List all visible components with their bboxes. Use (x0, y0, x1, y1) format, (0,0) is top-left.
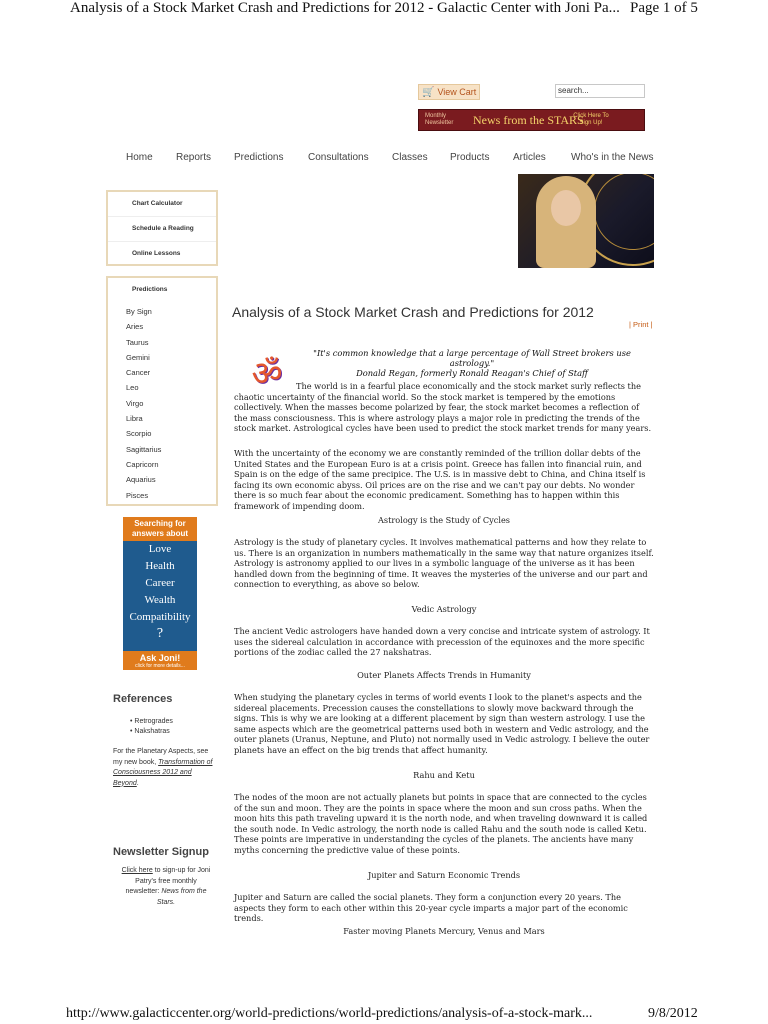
predictions-item[interactable]: Taurus (126, 337, 149, 347)
nav-predictions[interactable]: Predictions (234, 152, 284, 163)
predictions-item[interactable]: Libra (126, 414, 143, 424)
reference-retrogrades[interactable]: • Retrogrades (130, 717, 173, 727)
predictions-item[interactable]: Sagittarius (126, 444, 162, 454)
quote-text: "It's common knowledge that a large percentage of Wall Street brokers use astrology." (313, 348, 631, 368)
newsletter-heading: Newsletter Signup (113, 846, 209, 858)
pdf-footer-url: http://www.galacticcenter.org/world-predictions/world-predictions/analysis-of-a-stock-mark... (66, 1006, 593, 1021)
book-title-link[interactable]: Transformation of Consciousness 2012 and Beyond (113, 758, 213, 787)
view-cart-label: View Cart (437, 87, 477, 97)
ad-word: Love (148, 543, 172, 555)
paragraph: With the uncertainty of the economy we are constantly reminded of the trillion dollar debts of the United States and the European Euro is at a crisis point. Greece has fallen into financial ruin, and Spain is on the edge of the same precipice. The U.S. is in massive debt to China, and China itself is facing its own economic abyss. Oil prices are on the rise and we can't pay our debts. No wonder there is so much fear about the economic predicament. Something has to happen within this framework of impending doom. (234, 448, 646, 511)
ad-word: Compatibility (129, 611, 191, 623)
predictions-item[interactable]: By Sign (126, 307, 152, 316)
newsletter-name: News from the Stars. (156, 888, 207, 906)
nav-classes[interactable]: Classes (392, 152, 428, 163)
section-heading: Rahu and Ketu (413, 770, 475, 780)
paragraph: When studying the planetary cycles in terms of world events I look to the planet's aspects and the sidereal placements. Precession causes the constellations to slowly move backward through the signs. This is why we are looking at a different placement by sign than western astrology. I use the same aspects which are the geometrical patterns used both in western and Vedic astrology, and the outer planets (Uranus, Neptune, and Pluto) not normally used in Vedic astrology. I believe the outer planets have an effect on the big trends that affect humanity. (234, 692, 650, 755)
nav-reports[interactable]: Reports (176, 152, 212, 163)
predictions-item[interactable]: Capricorn (126, 459, 159, 469)
ad-word: Health (145, 560, 175, 572)
pdf-header (0, 0, 768, 22)
cart-icon: 🛒 (422, 86, 435, 98)
predictions-heading: Predictions (132, 286, 168, 293)
paragraph: Astrology is the study of planetary cycles. It involves mathematical patterns and how they relate to us. There is an organization in numbers mathematically in the same way that nature organizes itself. Astrology is astronomy applied to our lives in a symbolic language of the universe as it has been handled down from the beginning of time. It weaves the mysteries of the universe and our part and connection to everything, as above so below. (234, 537, 654, 590)
predictions-item[interactable]: Leo (126, 383, 139, 393)
nav-whos-in-the-news[interactable]: Who's in the News (571, 152, 654, 163)
ad-question-mark: ? (156, 626, 164, 641)
article-quote (290, 348, 654, 378)
nav-home[interactable]: Home (126, 152, 153, 163)
ad-word: Wealth (144, 594, 176, 606)
newsletter-text (118, 866, 214, 908)
banner-mid-text: News from the STARS (473, 113, 584, 127)
nav-articles[interactable]: Articles (513, 152, 546, 163)
paragraph: The world is in a fearful place economically and the stock market surly reflects the chaotic uncertainty of the financial world. So the stock market is tempered by the emotions collectively. When the masses become polarized by fear, the stock market becomes a reflection of the mass consciousness. This is where astrology plays a major role in predicting the trends of the stock market. Astrological cycles have been used to predict the stock market trends for many years. (234, 381, 652, 434)
print-link[interactable]: | Print | (629, 320, 653, 329)
section-heading: Vedic Astrology (411, 604, 477, 614)
newsletter-banner[interactable] (418, 109, 645, 131)
predictions-box (106, 276, 218, 506)
predictions-item[interactable]: Aquarius (126, 475, 156, 485)
quote-author: Donald Regan, formerly Ronald Reagan's Chief of Staff (356, 368, 588, 378)
predictions-item[interactable]: Scorpio (126, 429, 152, 439)
pdf-footer-date: 9/8/2012 (648, 1006, 698, 1021)
article-title: Analysis of a Stock Market Crash and Predictions for 2012 (232, 304, 594, 320)
section-heading: Outer Planets Affects Trends in Humanity (357, 670, 531, 680)
ad-small-text: click for more details... (135, 663, 185, 669)
predictions-item[interactable]: Virgo (126, 398, 144, 408)
predictions-item[interactable]: Gemini (126, 352, 150, 362)
paragraph: The ancient Vedic astrologers have handed down a very concise and intricate system of astrology. It uses the sidereal calculation in accordance with precession of the equinoxes and the more specific portions of the zodiac called the 27 nakshatras. (234, 626, 650, 658)
predictions-item[interactable]: Aries (126, 322, 144, 332)
tools-box (106, 190, 218, 266)
nav-products[interactable]: Products (450, 152, 490, 163)
online-lessons-link[interactable]: Online Lessons (132, 250, 181, 257)
portrait-face (551, 190, 581, 226)
view-cart-button[interactable] (418, 84, 480, 100)
references-heading: References (113, 693, 173, 705)
reference-nakshatras[interactable]: • Nakshatras (130, 727, 173, 737)
newsletter-signup-link[interactable]: Click here (121, 867, 153, 874)
predictions-item[interactable]: Pisces (126, 490, 149, 500)
ad-heading: Searching for answers about (123, 517, 197, 541)
ask-joni-label: Ask Joni! (139, 653, 181, 663)
chart-calculator-link[interactable]: Chart Calculator (108, 192, 216, 217)
section-heading: Astrology is the Study of Cycles (377, 515, 511, 525)
schedule-reading-link[interactable]: Schedule a Reading (108, 217, 216, 242)
pdf-page-number: Page 1 of 5 (630, 0, 698, 16)
book-note (113, 747, 213, 789)
newsletter-description: to sign-up for Joni Patry's free monthly newsletter: (125, 867, 211, 895)
paragraph: Jupiter and Saturn are called the social planets. They form a conjunction every 20 years. The aspects they form to each other within this 20-year cycle imparts a major part of the economic trends. (234, 892, 628, 924)
joni-patry-photo (518, 174, 654, 268)
predictions-item[interactable]: Cancer (126, 368, 151, 378)
search-input[interactable]: search... (555, 84, 645, 98)
references-list (130, 717, 173, 737)
banner-right-text: Click Here To Sign Up! (573, 113, 609, 126)
banner-left-text: Monthly Newsletter (425, 113, 454, 126)
paragraph: The nodes of the moon are not actually planets but points in space that are connected to the cycles of the sun and moon. They are the points in space where the moon and sun cross paths. When the moon hits this path traveling upward it is the north node, and when traveling downward it is called the south node. In Vedic astrology, the north node is called Rahu and the south node is called Ketu. These points are imperative in understanding the cycles of the planets. The ancients have many myths concerning the predictive value of these points. (234, 792, 648, 855)
ask-joni-button[interactable] (123, 651, 197, 670)
section-heading: Jupiter and Saturn Economic Trends (367, 870, 521, 880)
book-note-text: For the Planetary Aspects, see my new book, (113, 748, 209, 766)
section-heading: Faster moving Planets Mercury, Venus and Mars (343, 926, 545, 936)
pdf-header-title: Analysis of a Stock Market Crash and Predictions for 2012 - Galactic Center with Joni Pa... (70, 0, 620, 16)
book-note-end: . (136, 779, 139, 787)
nav-consultations[interactable]: Consultations (308, 152, 369, 163)
ask-joni-ad[interactable] (123, 517, 197, 670)
ad-word: Career (145, 577, 175, 589)
om-symbol-icon: ॐ (251, 354, 283, 394)
